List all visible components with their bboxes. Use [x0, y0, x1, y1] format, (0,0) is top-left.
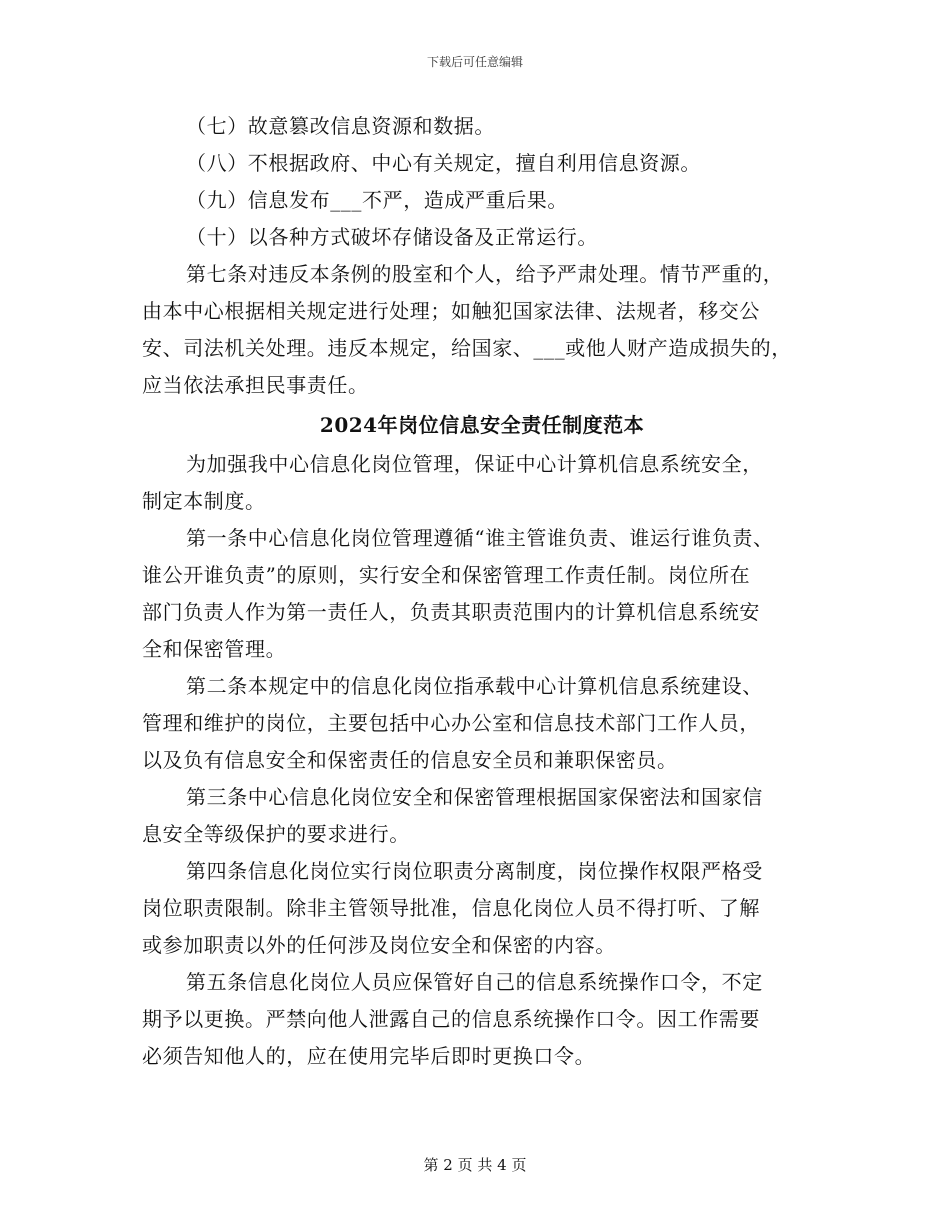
- paragraph-line: 安、司法机关处理。违反本规定，给国家、___或他人财产造成损失的，: [142, 336, 792, 360]
- paragraph-line: 或参加职责以外的任何涉及岗位安全和保密的内容。: [142, 933, 616, 957]
- paragraph-line: 第七条对违反本条例的股室和个人，给予严肃处理。情节严重的，: [186, 262, 784, 286]
- paragraph-line: 第二条本规定中的信息化岗位指承载中心计算机信息系统建设、: [186, 674, 763, 698]
- paragraph-line: 全和保密管理。: [142, 637, 287, 661]
- paragraph-line: （八）不根据政府、中心有关规定，擅自利用信息资源。: [186, 151, 701, 175]
- paragraph-line: 部门负责人作为第一责任人，负责其职责范围内的计算机信息系统安: [142, 600, 760, 624]
- paragraph-line: 第三条中心信息化岗位安全和保密管理根据国家保密法和国家信: [186, 785, 763, 809]
- section-title: 2024年岗位信息安全责任制度范本: [319, 413, 645, 437]
- paragraph-line: 管理和维护的岗位，主要包括中心办公室和信息技术部门工作人员，: [142, 711, 760, 735]
- paragraph-line: 以及负有信息安全和保密责任的信息安全员和兼职保密员。: [142, 748, 678, 772]
- paragraph-line: 第四条信息化岗位实行岗位职责分离制度，岗位操作权限严格受: [186, 859, 763, 883]
- header-note: 下载后可任意编辑: [426, 55, 523, 69]
- paragraph-line: 为加强我中心信息化岗位管理，保证中心计算机信息系统安全，: [186, 452, 763, 476]
- page-number-footer: 第 2 页 共 4 页: [423, 1156, 527, 1174]
- paragraph-line: 期予以更换。严禁向他人泄露自己的信息系统操作口令。因工作需要: [142, 1007, 760, 1031]
- paragraph-line: 必须告知他人的，应在使用完毕后即时更换口令。: [142, 1044, 596, 1068]
- paragraph-line: 第一条中心信息化岗位管理遵循“谁主管谁负责、谁运行谁负责、: [186, 526, 774, 550]
- paragraph-line: 由本中心根据相关规定进行处理；如触犯国家法律、法规者，移交公: [142, 299, 760, 323]
- document-body: [142, 108, 822, 1075]
- paragraph-line: 谁公开谁负责”的原则，实行安全和保密管理工作责任制。岗位所在: [142, 563, 751, 587]
- paragraph-line: 应当依法承担民事责任。: [142, 373, 369, 397]
- paragraph-line: 岗位职责限制。除非主管领导批准，信息化岗位人员不得打听、了解: [142, 896, 760, 920]
- paragraph-line: （十）以各种方式破坏存储设备及正常运行。: [186, 225, 598, 249]
- paragraph-line: （七）故意篡改信息资源和数据。: [186, 114, 495, 138]
- paragraph-line: 第五条信息化岗位人员应保管好自己的信息系统操作口令，不定: [186, 970, 763, 994]
- paragraph-line: （九）信息发布___不严，造成严重后果。: [186, 188, 568, 212]
- paragraph-line: 息安全等级保护的要求进行。: [142, 822, 410, 846]
- paragraph-line: 制定本制度。: [142, 489, 266, 513]
